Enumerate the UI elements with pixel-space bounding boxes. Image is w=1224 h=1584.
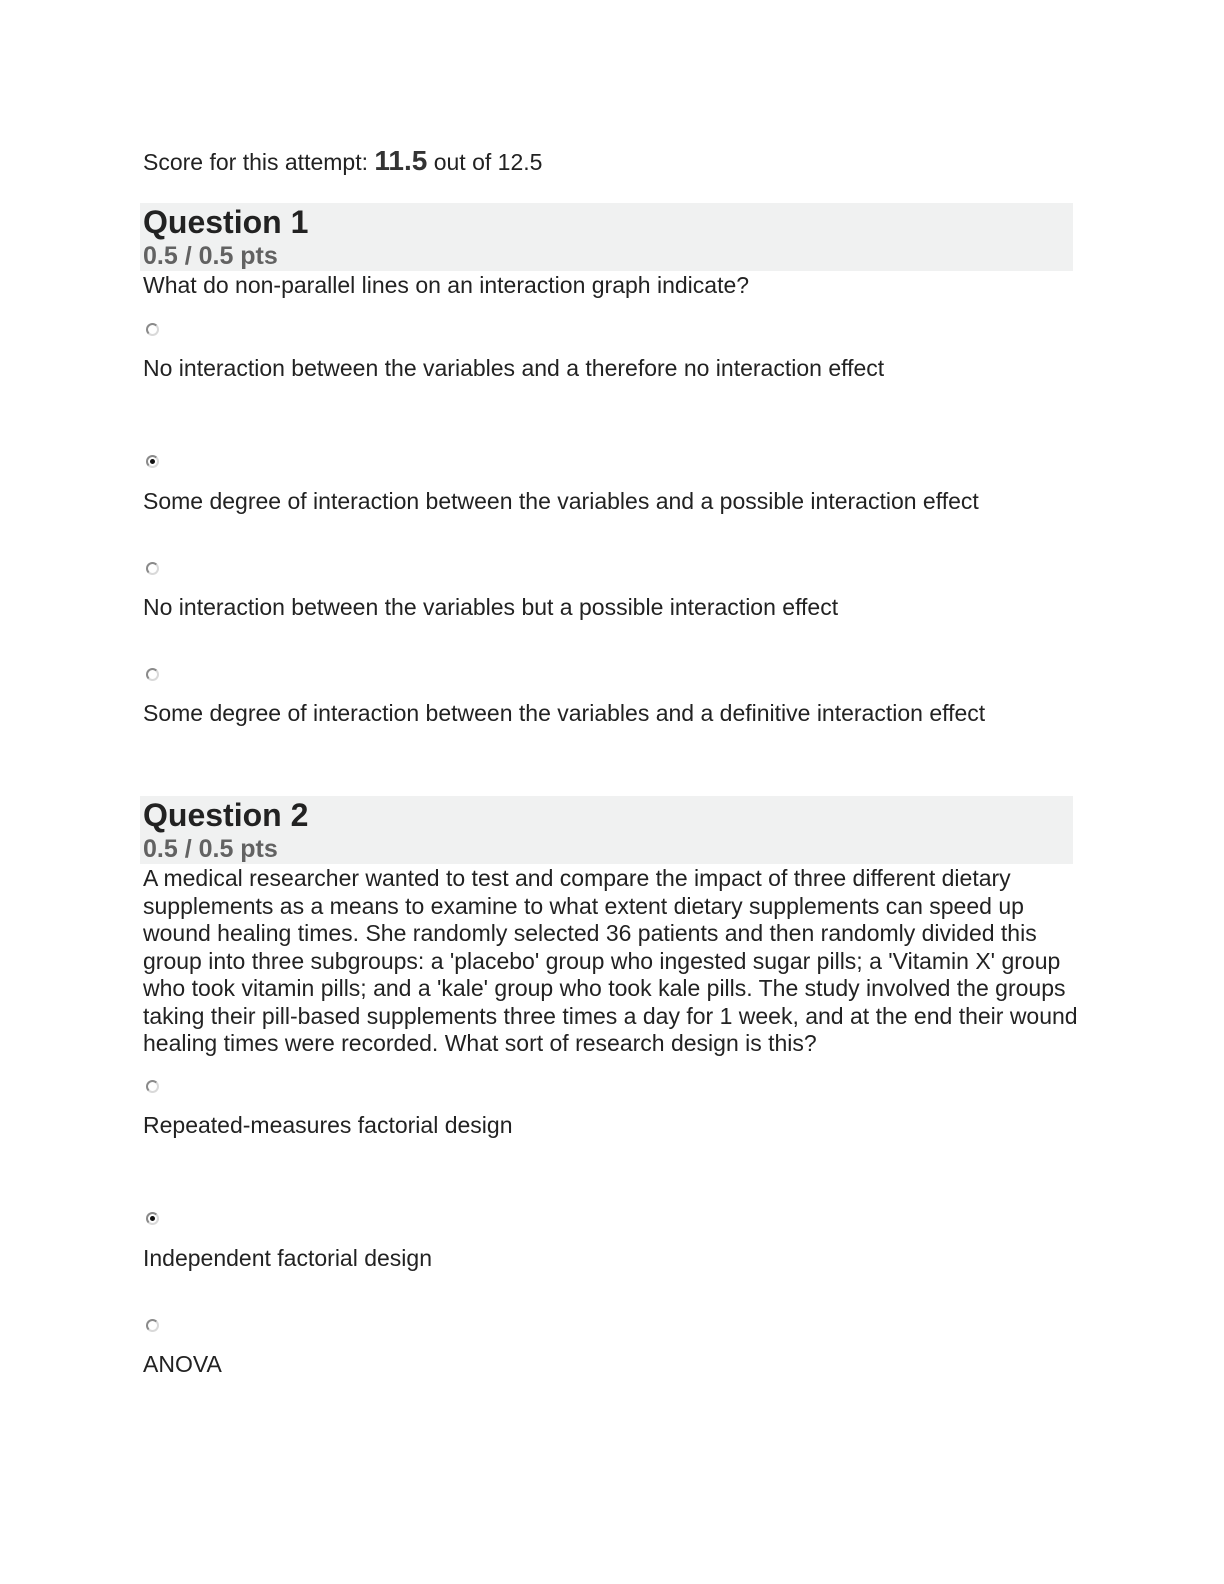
question-1-answer-3-label: No interaction between the variables but a possible interaction effect xyxy=(143,594,839,620)
question-2-answer-3-label: ANOVA xyxy=(143,1351,222,1377)
score-summary xyxy=(143,144,542,179)
question-2-points: 0.5 / 0.5 pts xyxy=(143,835,278,863)
question-2-header xyxy=(140,796,1073,864)
question-2-answer-3-radio[interactable] xyxy=(146,1319,159,1332)
question-1-title: Question 1 xyxy=(143,204,309,240)
question-1-answer-1-radio[interactable] xyxy=(146,323,159,336)
question-1-points: 0.5 / 0.5 pts xyxy=(143,242,278,270)
question-2-answer-2-label: Independent factorial design xyxy=(143,1245,432,1271)
score-suffix: out of 12.5 xyxy=(433,149,543,175)
question-2-answer-1-label: Repeated-measures factorial design xyxy=(143,1112,513,1138)
question-2-answer-1-radio[interactable] xyxy=(146,1080,159,1093)
question-2-answer-2-radio[interactable] xyxy=(146,1212,159,1225)
question-1-answer-3-radio[interactable] xyxy=(146,562,159,575)
question-1-header xyxy=(140,203,1073,271)
question-1-text: What do non-parallel lines on an interaction graph indicate? xyxy=(143,272,750,298)
question-2-text: A medical researcher wanted to test and compare the impact of three different dietary supplements as a means to examine to what extent dietary supplements can speed up wound healing times. She randomly selected 36 patients and then randomly divided this group into three subgroups: a 'placebo' group who ingested sugar pills; a 'Vitamin X' group who took vitamin pills; and a 'kale' group who took kale pills. The study involved the groups taking their pill-based supplements three times a day for 1 week, and at the end their wound healing times were recorded. What sort of research design is this? xyxy=(143,865,1078,1056)
score-value: 11.5 xyxy=(374,145,428,176)
question-1-answer-4-label: Some degree of interaction between the variables and a definitive interaction effect xyxy=(143,700,986,726)
question-1-answer-2-label: Some degree of interaction between the variables and a possible interaction effect xyxy=(143,488,979,514)
question-2-title: Question 2 xyxy=(143,797,309,833)
score-label: Score for this attempt: xyxy=(143,149,368,175)
question-1-answer-1-label: No interaction between the variables and a therefore no interaction effect xyxy=(143,355,885,381)
question-1-answer-2-radio[interactable] xyxy=(146,455,159,468)
question-1-answer-4-radio[interactable] xyxy=(146,668,159,681)
